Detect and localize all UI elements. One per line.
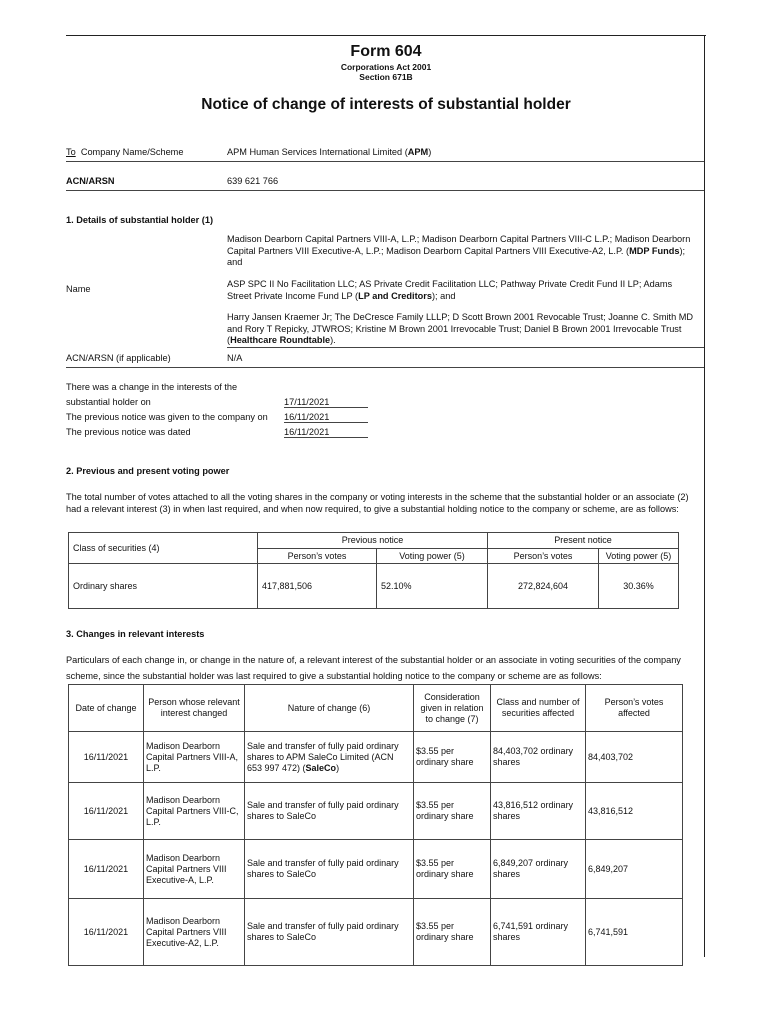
form-number: Form 604 bbox=[350, 43, 422, 60]
holder-roundtable-end: ). bbox=[330, 335, 336, 345]
prev-votes-header: Person’s votes bbox=[258, 548, 377, 564]
acn-label: ACN/ARSN bbox=[66, 176, 115, 186]
person-cell: Madison Dearborn Capital Partners VIII-A, L.P. bbox=[144, 732, 245, 783]
class-header: Class of securities (4) bbox=[69, 533, 258, 564]
given-date-label: The previous notice was given to the company on bbox=[66, 412, 268, 422]
pres-power-header: Voting power (5) bbox=[599, 548, 679, 564]
changes-table bbox=[68, 684, 683, 966]
change-date-label-1: There was a change in the interests of the bbox=[66, 382, 238, 392]
votes-cell: 84,403,702 bbox=[586, 732, 683, 783]
acn-value: 639 621 766 bbox=[227, 176, 279, 186]
to-prefix: To bbox=[66, 147, 76, 157]
previous-header: Previous notice bbox=[258, 533, 488, 549]
pres-votes-header: Person’s votes bbox=[488, 548, 599, 564]
date-cell: 16/11/2021 bbox=[69, 899, 144, 966]
nature-cell: Sale and transfer of fully paid ordinary shares to SaleCo bbox=[245, 840, 414, 899]
section-3-heading: 3. Changes in relevant interests bbox=[66, 629, 205, 639]
divider bbox=[227, 347, 704, 348]
consideration-header: Consideration given in relation to change (7) bbox=[414, 685, 491, 732]
form-frame-right bbox=[704, 35, 705, 957]
holder-roundtable-short: Healthcare Roundtable bbox=[230, 335, 331, 345]
nature-cell bbox=[245, 732, 414, 783]
class-cell: 6,741,591 ordinary shares bbox=[491, 899, 586, 966]
nature-cell: Sale and transfer of fully paid ordinary shares to SaleCo bbox=[245, 899, 414, 966]
notice-title: Notice of change of interests of substantial holder bbox=[201, 96, 571, 113]
holder-mdp-text: Madison Dearborn Capital Partners VIII-A, L.P.; Madison Dearborn Capital Partners VIII-C L.P.; Madison Dearborn Capital Partners VIII Executive-A, L.P.; Madison Dearborn Capital Partners VIII Executive-A2, L.P. ( bbox=[227, 234, 691, 256]
holder-lp-end: ); and bbox=[431, 290, 456, 301]
table-row bbox=[69, 732, 683, 783]
date-header: Date of change bbox=[69, 685, 144, 732]
votes-header: Person’s votes affected bbox=[586, 685, 683, 732]
divider bbox=[66, 161, 704, 162]
nature-text: Sale and transfer of fully paid ordinary shares to APM SaleCo Limited (ACN 653 997 472) ( bbox=[247, 740, 399, 773]
changes-intro-1: Particulars of each change in, or change in the nature of, a relevant interest of the substantial holder or an associate in voting securities of the company bbox=[66, 655, 681, 665]
section-2-heading: 2. Previous and present voting power bbox=[66, 466, 230, 476]
table-row bbox=[69, 685, 683, 732]
class-header: Class and number of securities affected bbox=[491, 685, 586, 732]
divider bbox=[66, 367, 704, 368]
holder-acn-value: N/A bbox=[227, 353, 243, 363]
class-cell: 84,403,702 ordinary shares bbox=[491, 732, 586, 783]
holder-acn-label: ACN/ARSN (if applicable) bbox=[66, 353, 171, 363]
prev-votes-cell: 417,881,506 bbox=[258, 564, 377, 609]
voting-power-table bbox=[68, 532, 679, 609]
table-row bbox=[69, 840, 683, 899]
table-row bbox=[69, 783, 683, 840]
table-row bbox=[69, 533, 679, 549]
nature-cell: Sale and transfer of fully paid ordinary shares to SaleCo bbox=[245, 783, 414, 840]
present-header: Present notice bbox=[488, 533, 679, 549]
consideration-cell: $3.55 per ordinary share bbox=[414, 783, 491, 840]
act-name: Corporations Act 2001 bbox=[340, 62, 432, 72]
company-name-close: ) bbox=[428, 147, 432, 157]
act-section: Section 671B bbox=[359, 72, 413, 82]
holder-lp-text: ASP SPC II No Facilitation LLC; AS Private Credit Facilitation LLC; Pathway Private Credit Fund II LP; Adams Street Private Income Fund LP ( bbox=[227, 279, 673, 301]
date-cell: 16/11/2021 bbox=[69, 732, 144, 783]
consideration-cell: $3.55 per ordinary share bbox=[414, 899, 491, 966]
holder-roundtable-text: Harry Jansen Kraemer Jr; The DeCresce Family LLLP; D Scott Brown 2001 Revocable Trust; Joanne C. Smith MD and Rory T Repicky, JTWROS; Kristine M Brown 2001 Irrevocable Trust; Daniel B Brown 2001 Irrevocable Trust ( bbox=[227, 312, 694, 345]
person-cell: Madison Dearborn Capital Partners VIII-C, L.P. bbox=[144, 783, 245, 840]
consideration-cell: $3.55 per ordinary share bbox=[414, 840, 491, 899]
divider bbox=[66, 190, 704, 191]
person-cell: Madison Dearborn Capital Partners VIII Executive-A, L.P. bbox=[144, 840, 245, 899]
given-date-value: 16/11/2021 bbox=[284, 412, 368, 423]
holder-mdp-short: MDP Funds bbox=[629, 245, 680, 256]
votes-cell: 43,816,512 bbox=[586, 783, 683, 840]
table-row bbox=[69, 899, 683, 966]
change-date-value: 17/11/2021 bbox=[284, 397, 368, 408]
pres-votes-cell: 272,824,604 bbox=[488, 564, 599, 609]
table-row bbox=[69, 564, 679, 609]
holder-name-mdp bbox=[227, 234, 697, 269]
class-cell: Ordinary shares bbox=[69, 564, 258, 609]
dated-date-value: 16/11/2021 bbox=[284, 427, 368, 438]
holder-name-lp bbox=[227, 279, 697, 302]
name-label: Name bbox=[66, 284, 91, 294]
holder-mdp-end: ); and bbox=[227, 245, 686, 267]
votes-cell: 6,849,207 bbox=[586, 840, 683, 899]
changes-intro-2: scheme, since the substantial holder was last required to give a substantial holding notice to the company or scheme are as follows: bbox=[66, 671, 602, 681]
change-date-label-2: substantial holder on bbox=[66, 397, 151, 407]
prev-power-cell: 52.10% bbox=[377, 564, 488, 609]
section-1-heading: 1. Details of substantial holder (1) bbox=[66, 215, 214, 225]
to-company-label bbox=[66, 147, 183, 157]
company-short-name: APM bbox=[407, 147, 429, 157]
date-cell: 16/11/2021 bbox=[69, 840, 144, 899]
pres-power-cell: 30.36% bbox=[599, 564, 679, 609]
voting-intro: The total number of votes attached to all the voting shares in the company or voting interests in the scheme that the substantial holder or an associate (2) had a relevant interest (3) in when last required, and when now required, to give a substantial holding notice to the company or scheme, are as follows: bbox=[66, 492, 689, 514]
holder-lp-short: LP and Creditors bbox=[358, 290, 432, 301]
person-header: Person whose relevant interest changed bbox=[144, 685, 245, 732]
prev-power-header: Voting power (5) bbox=[377, 548, 488, 564]
class-cell: 6,849,207 ordinary shares bbox=[491, 840, 586, 899]
date-cell: 16/11/2021 bbox=[69, 783, 144, 840]
person-cell: Madison Dearborn Capital Partners VIII Executive-A2, L.P. bbox=[144, 899, 245, 966]
dated-date-label: The previous notice was dated bbox=[66, 427, 191, 437]
company-name-text: APM Human Services International Limited ( bbox=[227, 147, 408, 157]
consideration-cell: $3.55 per ordinary share bbox=[414, 732, 491, 783]
holder-name-roundtable bbox=[227, 312, 697, 347]
nature-bold: SaleCo bbox=[305, 762, 337, 773]
company-name bbox=[227, 147, 697, 159]
nature-end: ) bbox=[336, 762, 340, 773]
votes-cell: 6,741,591 bbox=[586, 899, 683, 966]
form-frame-top bbox=[66, 35, 706, 36]
company-label-text: Company Name/Scheme bbox=[80, 147, 184, 157]
nature-header: Nature of change (6) bbox=[245, 685, 414, 732]
class-cell: 43,816,512 ordinary shares bbox=[491, 783, 586, 840]
